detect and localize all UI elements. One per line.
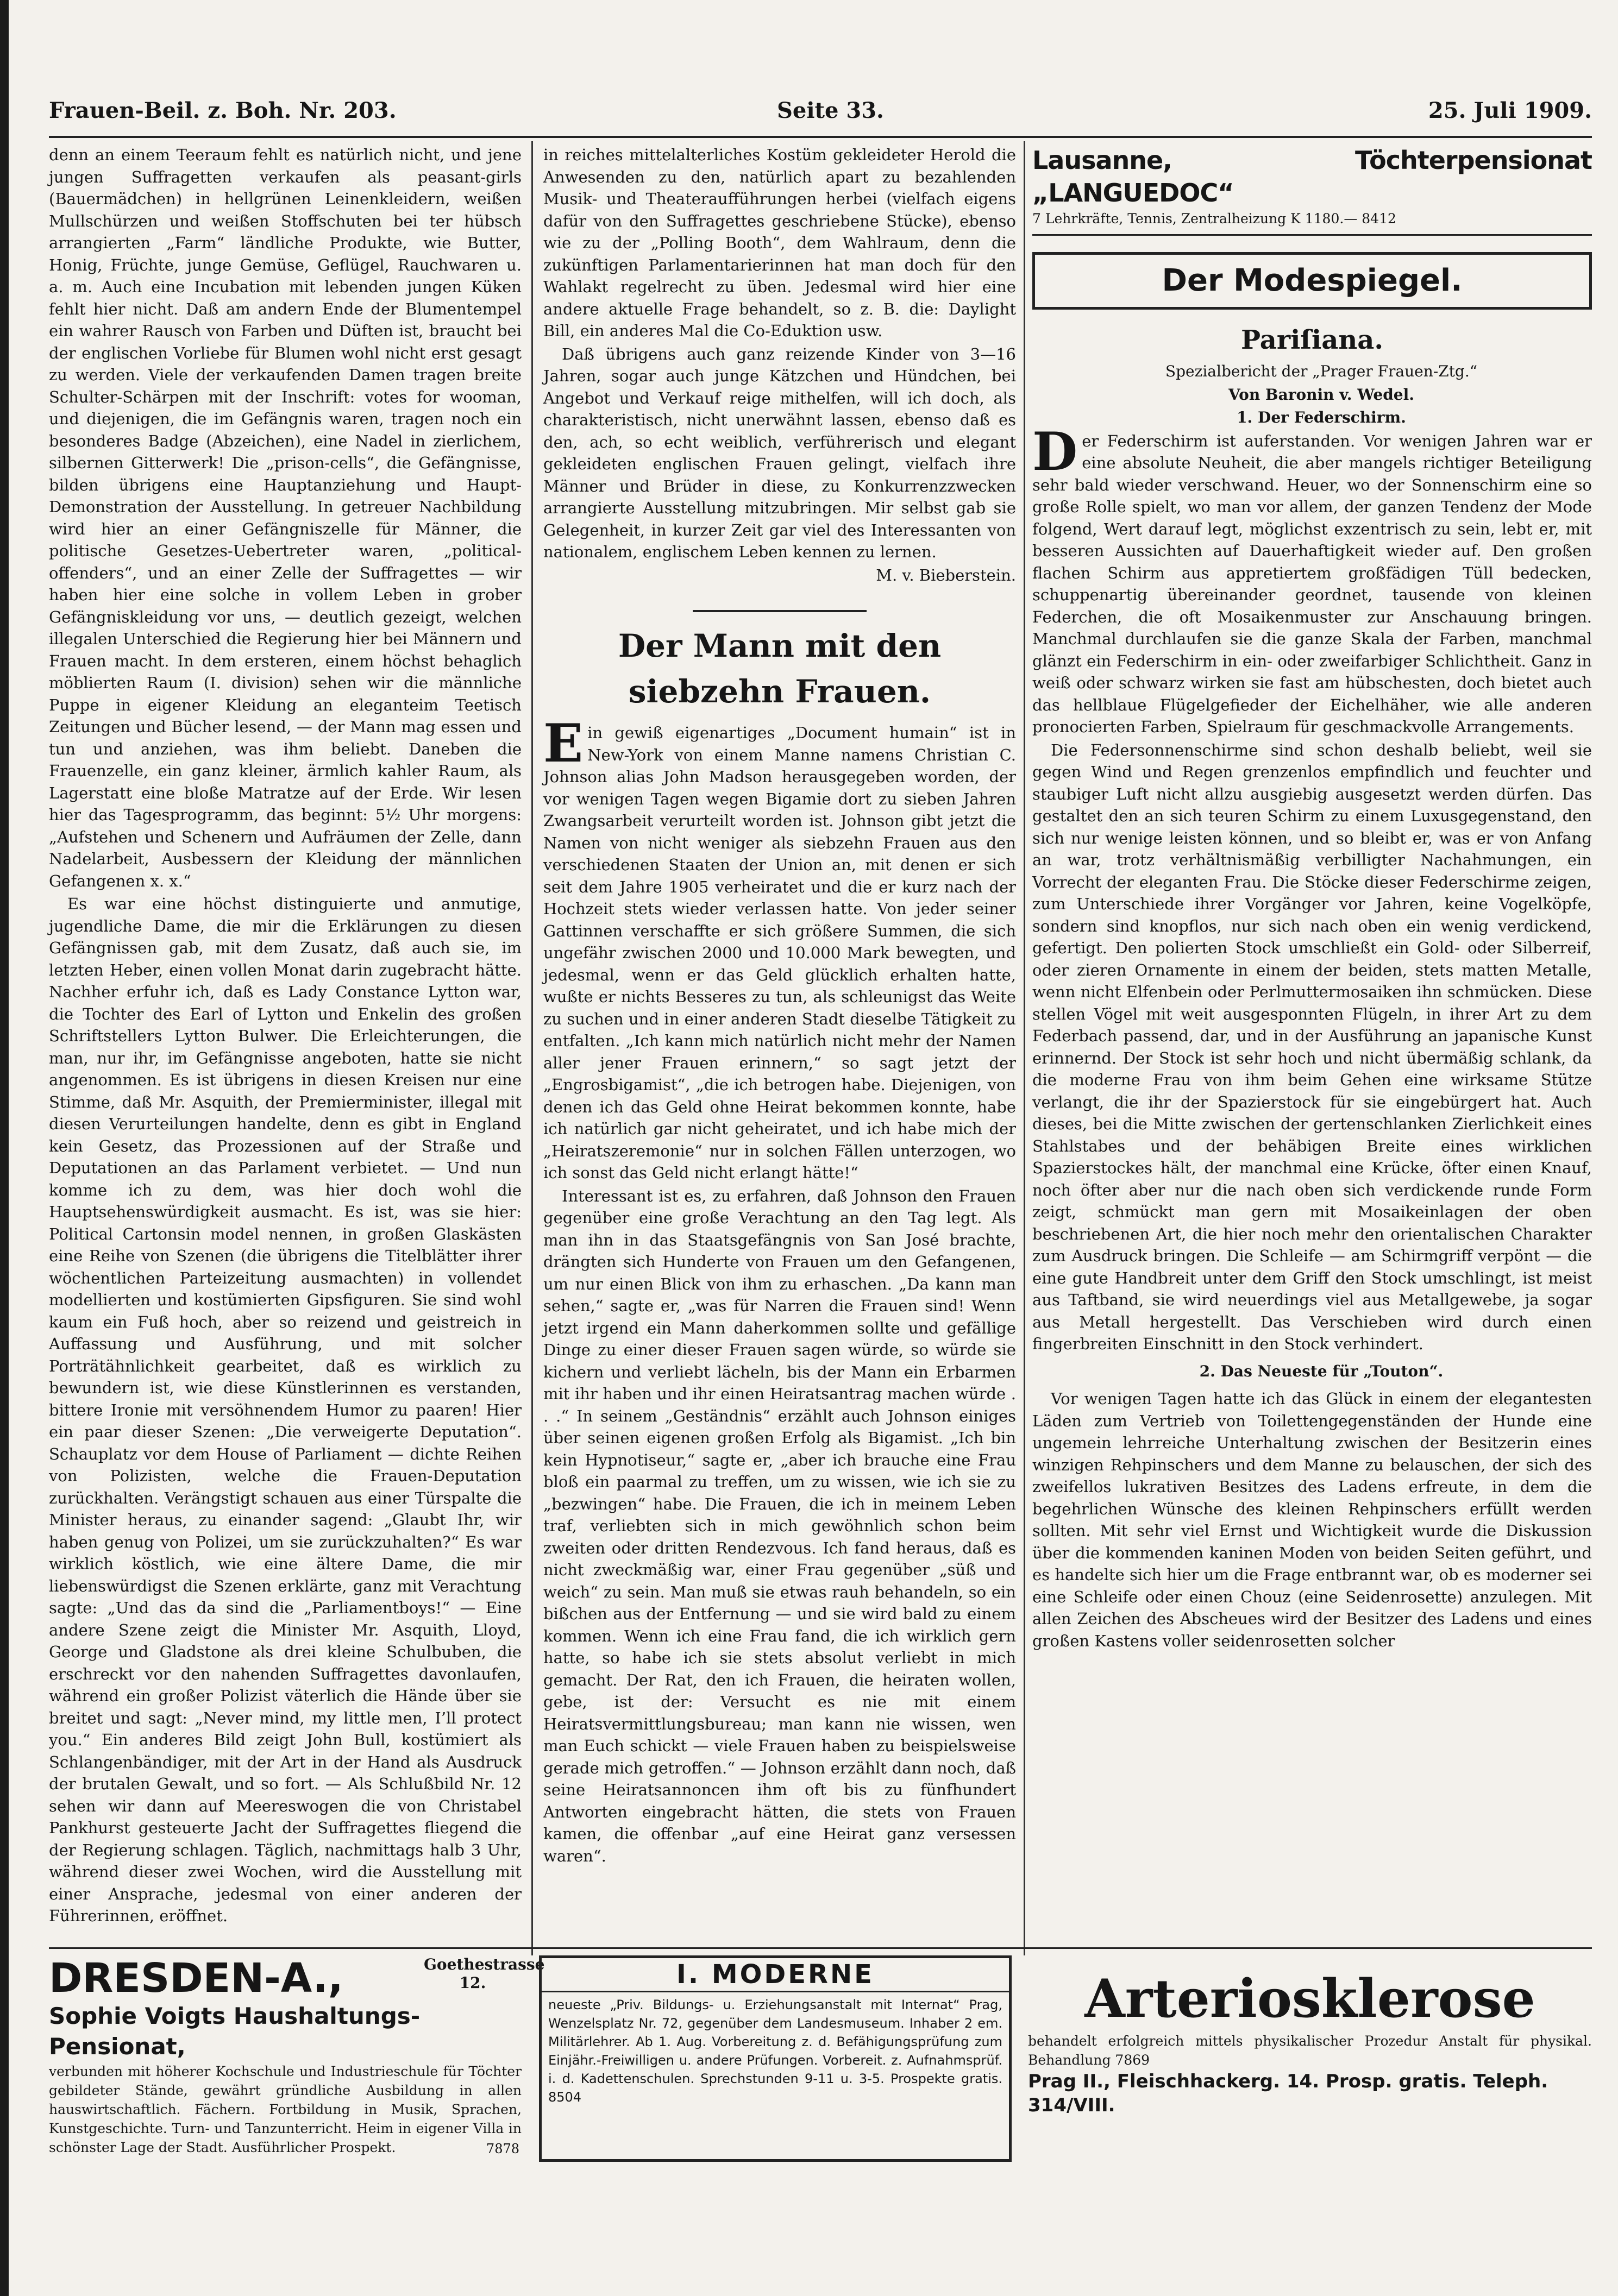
ad-moderne-title: I. MODERNE xyxy=(542,1958,1009,1992)
ad-arterio-body: behandelt erfolgreich mittels physikalischer Prozedur Anstalt für physikal. Behandlung 7869 xyxy=(1028,2033,1592,2068)
header-issue: Frauen-Beil. z. Boh. Nr. 203. xyxy=(49,98,397,123)
scan-edge-strip xyxy=(0,0,9,2296)
ad-arterio-title: Arteriosklerose xyxy=(1084,1968,1535,2029)
drop-cap: D xyxy=(1032,420,1078,482)
paragraph xyxy=(1032,420,1592,738)
author-signature: M. v. Bieberstein. xyxy=(876,565,1016,584)
column-2 xyxy=(543,144,1016,1893)
ad-dresden-address: Goethestrasse 12. xyxy=(424,1955,545,1992)
ad-moderne xyxy=(539,1955,1012,2162)
ad-dresden-number: 7878 xyxy=(486,2141,519,2156)
ad-lausanne-details: 7 Lehrkräfte, Tennis, Zentralheizung K 1180.— 8412 xyxy=(1032,211,1396,227)
paragraph xyxy=(543,713,1016,1184)
paragraph-text: in gewiß eigenartiges „Document humain“ ist in New-York von einem Manne namens Christian C. Johnson alias John Madson herausgegeben worden, der vor wenigen Tagen wegen Bigamie dort zu sieben Jahren Zwangsarbeit verurteilt worden ist. Johnson gibt jetzt die Namen von nicht weniger als siebzehn Frauen aus den verschiedenen Staaten der Union an, mit denen er sich seit dem Jahre 1905 verheiratet und die er kurz nach der Hochzeit stets wieder verlassen hatte. Von jeder seiner Gattinnen verschaffte er sich größere Summen, die sich ungefähr zwischen 2000 und 10.000 Mark bewegten, und jedesmal, wenn er das Geld glücklich erhalten hatte, wußte er nichts Besseres zu tun, als schleunigst das Weite zu suchen und in einer anderen Stadt dieselbe Tätigkeit zu entfalten. „Ich kann mich natürlich nicht mehr der Namen aller jener Frauen erinnern,“ so sagt jetzt der „Engrosbigamist“, „die ich betrogen habe. Diejenigen, von denen ich das Geld ohne Heirat bekommen konnte, habe ich natürlich gar nicht geheiratet, und ich habe mich der „Heiratszeremonie“ nur in solchen Fällen unterzogen, wo ich sonst das Geld nicht erlangt hätte!“ xyxy=(543,724,1016,1182)
paragraph: denn an einem Teeraum fehlt es natürlich nicht, und jene jungen Suffragetten verkaufen als peasant-girls (Bauermädchen) in hellgrünen Leinenkleidern, weißen Mullschürzen und weißen Stoffschuten bei ter hübsch arrangierten „Farm“ ländliche Produkte, wie Butter, Honig, Früchte, junge Gemüse, Geflügel, Rauchwaren u. a. m. Auch eine Incubation mit lebenden jungen Küken fehlt hier nicht. Daß am andern Ende der Blumentempel ein wahrer Rausch von Farben und Düften ist, braucht bei der englischen Vorliebe für Blumen wohl nicht erst gesagt zu werden. Viele der verkaufenden Damen tragen breite Schulter-Schärpen mit der Inschrift: votes for wooman, und diejenigen, die im Gefängnis waren, tragen noch ein besonderes Badge (Abzeichen), eine Nadel in zierlichem, silbernen Gitterwerk! Die „prison-cells“, die Gefängnisse, bilden übrigens eine Hauptanziehung und Haupt-Demonstration der Ausstellung. In getreuer Nachbildung wird hier an einer Gefängniszelle für Männer, die politische Gesetzes-Uebertreter waren, „political-offenders“, und an einer Zelle der Suffragettes — wir haben hier eine solche in vollem Leben in grober Gefängniskleidung vor uns, — deutlich gezeigt, welchen illegalen Unterschied die Regierung hier bei Männern und Frauen macht. In dem ersteren, einem höchst behaglich möblierten Raum (I. division) sehen wir die männliche Puppe in eigener Kleidung an eleganteim Teetisch Zeitungen und Bücher lesend, — der Mann mag essen und tun und anziehen, was ihm beliebt. Daneben die Frauenzelle, ein ganz kleiner, ärmlich kahler Raum, als Lagerstatt eine bloße Matratze auf der Erde. Wir lesen hier das Tagesprogramm, das beginnt: 5½ Uhr morgens: „Aufstehen und Schenern und Aufräumen der Zelle, dann Nadelarbeit, Ausbessern der Kleidung der männlichen Gefangenen x. x.“ xyxy=(49,146,522,890)
header-rule xyxy=(49,136,1592,138)
column-rule xyxy=(531,141,533,1955)
paragraph: in reiches mittelalterliches Kostüm gekleideter Herold die Anwesenden zu den, natürlich apart zu bezahlenden Musik- und Theateraufführungen herbei (vielfach eigens dafür von den Suffragettes geschriebene Stücke), ebenso wie zu der „Polling Booth“, dem Wahlraum, denn die zukünftigen Parlamentarierinnen hat man doch für den Wahlakt regelrecht zu üben. Jedesmal wird hier eine andere aktuelle Frage behandelt, so z. B. die: Daylight Bill, ein anderes Mal die Co-Eduktion usw. xyxy=(543,146,1016,340)
header-page-number: Seite 33. xyxy=(777,98,884,123)
ad-dresden-body: verbunden mit höherer Kochschule und Industrieschule für Töchter gebildeter Stände, gewährt gründliche Ausbildung in allen hauswirtschaftlich. Fächern. Fortbildung in Musik, Sprachen, Kunstgeschichte. Turn- und Tanzunterricht. Heim in eigener Villa in schönster Lage der Stadt. Ausführlicher Prospekt. xyxy=(49,2064,522,2155)
paragraph: Interessant ist es, zu erfahren, daß Johnson den Frauen gegenüber eine große Verachtung an den Tag legt. Als man ihn in das Staatsgefängnis von San José brachte, drängten sich Hunderte von Frauen um den Gefangenen, um nur einen Blick von ihm zu erhaschen. „Da kann man sehen,“ sagte er, „was für Narren die Frauen sind! Wenn jetzt irgend ein Mann daherkommen sollte und gefällige Dinge zu einer dieser Frauen sagen würde, so würde sie kichern und verliebt lächeln, bis der Mann ein Erbarmen mit ihr haben und ihr einen Heiratsantrag machen würde . . .“ In seinem „Geständnis“ erzählt auch Johnson einiges über seinen eigenen großen Erfolg als Bigamist. „Ich bin kein Hypnotiseur,“ sagte er, „aber ich brauche eine Frau bloß ein paarmal zu treffen, um zu wissen, wie ich sie zu „bezwingen“ habe. Die Frauen, die ich in meinem Leben traf, verliebten sich in mich gewöhnlich schon beim zweiten oder dritten Rendezvous. Ich fand heraus, daß es nicht zweckmäßig war, einer Frau gegenüber „süß und weich“ zu sein. Man muß sie etwas rauh behandeln, so ein bißchen aus der Entfernung — und sie wird bald zu einem kommen. Wenn ich eine Frau fand, die ich wirklich gern hatte, so habe ich sie stets absolut verliebt in mich gemacht. Der Rat, den ich Frauen, die heiraten wollen, gebe, ist der: Versucht es nie mit einem Heiratsvermittlungsbureau; man kann nie wissen, wen man Euch schickt — viele Frauen haben zu beispielsweise gerade mich getroffen.“ — Johnson erzählt dann noch, daß seine Heiratsannoncen ihm oft bis zu fünfhundert Antworten eingebracht hätten, die stets von Frauen kamen, die offenbar „auf eine Heirat ganz versessen waren“. xyxy=(543,1186,1016,1865)
article-title: Der Mann mit den siebzehn Frauen. xyxy=(618,627,942,710)
author-line: Von Baronin v. Wedel. xyxy=(1228,385,1414,404)
ads-rule xyxy=(49,1947,1592,1949)
column-1 xyxy=(49,144,522,1942)
subheading: 2. Das Neueste für „Touton“. xyxy=(1199,1362,1444,1380)
special-report-line: Spezialbericht der „Prager Frauen-Ztg.“ xyxy=(1165,362,1478,380)
paragraph-text: er Federschirm ist auferstanden. Vor wenigen Jahren war er eine absolute Neuheit, die aber mangels richtiger Beteiligung sehr bald wieder verschwand. Heuer, wo der Sonnenschirm eine so große Rolle spielt, wo man vor allem, der ganzen Tendenz der Mode folgend, Wert darauf legt, möglichst exzentrisch zu sein, lebt er, mit besseren Aussichten auf Dauerhaftigkeit wieder auf. Den großen flachen Schirm aus appretiertem großfädigen Tüll bedecken, schuppenartig übereinander geordnet, tausende von kleinen Federchen, die oft Mosaikenmuster zur Anschauung bringen. Manchmal durchlaufen sie die ganze Skala der Farben, manchmal glänzt ein Federschirm in ein- oder zweifarbiger Schlichtheit. Ganz in weiß oder schwarz wirken sie fast am hübschesten, doch bietet auch das hellblaue Flügelgefieder der Eichelhäher, wie alle anderen pronocierten Farben, Spielraum für geschmackvolle Arrangements. xyxy=(1032,431,1592,736)
ad-dresden-name: Sophie Voigts Haushaltungs-Pensionat, xyxy=(49,2003,421,2060)
paragraph: Daß übrigens auch ganz reizende Kinder von 3—16 Jahren, sogar auch junge Kätzchen und Hündchen, bei Angebot und Verkauf reige mithelfen, will ich doch, als charakteristisch, nicht unerwähnt lassen, ebenso daß es den, ach, so echt weiblich, verführerisch und elegant gekleideten englischen Frauen gelingt, vielfach ihre Männer und Brüder in diese, zu Konkurrenzzwecken arrangierte Ausstellung mitzubringen. Mir selbst gab sie Gelegenheit, in kurzer Zeit gar viel des Interessanten von nationalem, englischem Leben kennen zu lernen. xyxy=(543,344,1016,561)
paragraph: Es war eine höchst distinguierte und anmutige, jugendliche Dame, die mir die Erklärungen zu diesen Gefängnissen gab, mit dem Zusatz, daß auch sie, im letzten Heber, einen vollen Monat darin zugebracht hätte. Nachher erfuhr ich, daß es Lady Constance Lytton war, die Tochter des Earl of Lytton und Enkelin des großen Schriftstellers Lytton Bulwer. Die Erleichterungen, die man, nur ihr, im Gefängnisse angeboten, hatte sie nicht angenommen. Es ist übrigens in diesen Kreisen nur eine Stimme, daß Mr. Asquith, der Premierminister, illegal mit diesen Verurteilungen handelte, denn es gibt in England kein Gesetz, das Prozessionen auf der Straße und Deputationen an das Parlament verbietet. — Und nun komme ich zu dem, was hier doch wohl die Hauptsehenswürdigkeit ausmacht. Es ist, was sie hier: Political Cartonsin model nennen, in großen Glaskästen eine Reihe von Szenen (die übrigens die Titelblätter ihrer wöchentlichen Parteizeitung ausmachten) in vollendet modellierten und kostümierten Gipsfiguren. Sie sind wohl kaum ein Fuß hoch, aber so reizend und geistreich in Auffassung und Ausführung, und mit solcher Porträtähnlichkeit gearbeitet, daß es wirklich zu bewundern ist, wie diese Künstlerinnen es verstanden, bittere Ironie mit versöhnendem Humor zu paaren! Hier ein paar dieser Szenen: „Die verweigerte Deputation“. Schauplatz vor dem House of Parliament — dichte Reihen von Polizisten, welche die Frauen-Deputation zurückhalten. Verängstigt schauen aus einer Türspalte die Minister heraus, zu einander sagend: „Glaubt Ihr, wir haben genug von Polizei, um sie zurückzuhalten?“ Es war wirklich köstlich, wie eine ältere Dame, die mir liebenswürdigst die Szenen erklärte, ganz mit Verachtung sagte: „Und das da sind die „Parliamentboys!“ — Eine andere Szene zeigt die Minister Mr. Asquith, Lloyd, George und Gladstone als drei kleine Schulbuben, die erschreckt vor den nahenden Suffragettes davonlaufen, während ein großer Polizist väterlich die Hände über sie breitet und sagt: „Never mind, my little men, I’ll protect you.“ Ein anderes Bild zeigt John Bull, kostümiert als Schlangenbändiger, mit der Art in der Hand als Ausdruck der brutalen Gewalt, und so fort. — Als Schlußbild Nr. 12 sehen wir dann auf Meereswogen die von Christabel Pankhurst gesteuerte Jacht der Suffragettes fliegend die der Regierung schlagen. Täglich, nachmittags halb 3 Uhr, während dieser zwei Wochen, wird die Ausstellung mit einer Ansprache, jedesmal von einer anderen der Führerinnen, eröffnet. xyxy=(49,895,522,1925)
section-title: Pariſiana. xyxy=(1240,325,1384,355)
ad-moderne-body: neueste „Priv. Bildungs- u. Erziehungsanstalt mit Internat“ Prag, Wenzelsplatz Nr. 72, gegenüber dem Landesmuseum. Inhaber 2 em. Militärlehrer. Ab 1. Aug. Vorbereitung z. d. Befähigungsprüfung zum Einjähr.-Freiwilligen u. andere Prüfungen. Vorbereit. z. Aufnahmsprüf. i. d. Kadettenschulen. Sprechstunden 9-11 u. 3-5. Prospekte gratis. 8504 xyxy=(548,1997,1002,2105)
ad-arterio-address: Prag II., Fleischhackerg. 14. Prosp. gratis. Teleph. 314/VIII. xyxy=(1028,2071,1548,2116)
paragraph: Die Federsonnenschirme sind schon deshalb beliebt, weil sie gegen Wind und Regen grenzenlos empfindlich und feuchter und staubiger Luft nicht allzu ausgiebig ausgesetzt werden dürfen. Das gestaltet den an sich teuren Schirm zu einem Luxusgegenstand, den sich nur wenige leisten können, und so bleibt er, was er von Anfang an war, trotz verhältnismäßig verbilligter Nachahmungen, ein Vorrecht der eleganten Frau. Die Stöcke dieser Federschirme zeigen, zum Unterschiede ihrer Vorgänger vor Jahren, keine Vogelköpfe, sondern sind knopflos, nur sich nach oben ein wenig verdickend, gefertigt. Den polierten Stock umschließt ein Gold- oder Silberreif, oder zieren Ornamente in einem der beiden, stets matten Metalle, wenn nicht Elfenbein oder Perlmuttermosaiken ihn schmücken. Diese stellen Vögel mit weit ausgesponnten Flügeln, in ihrer Art zu dem Federbach passend, dar, und in der Ausführung an japanische Kunst erinnernd. Der Stock ist sehr hoch und nicht übermäßig schlank, da die moderne Frau von ihm beim Gehen eine wirksame Stütze verlangt, die ihr der Spazierstock für sie eingebürgert hat. Auch dieses, bei die Mitte zwischen der gertenschlanken Zierlichkeit eines Stahlstabes und der behäbigen Breite eines wirklichen Spazierstockes hält, der manchmal eine Krücke, öfter einen Knauf, noch öfter aber nur die nach oben sich verdickende runde Form zeigt, schmückt man gern mit Mosaikeinlagen der oben beschriebenen Art, die hier noch mehr den orientalischen Charakter zum Ausdruck bringen. Die Schleife — am Schirmgriff verpönt — die eine gute Handbreit unter dem Griff den Stock umschlingt, ist meist aus Taftband, sie wird neuerdings viel aus Metallgewebe, ja sogar aus Metall hergestellt. Das Verschieben wird durch einen fingerbreiten Einschnitt in den Stock verhindert. xyxy=(1032,740,1592,1353)
column-rule xyxy=(1024,141,1025,1955)
paragraph: Vor wenigen Tagen hatte ich das Glück in einem der elegantesten Läden zum Vertrieb von Toilettengegenständen der Hunde eine ungemein lehrreiche Unterhaltung zwischen der Besitzerin eines winzigen Rehpinschers und dem Manne zu belauschen, der sich des zweifellos lukrativen Besitzes des Ladens erfreute, in dem die begehrlichen Wünsche des kleinen Rehpinschers erfüllt werden sollten. Mit sehr viel Ernst und Wichtigkeit wurde die Diskussion über die kommenden kaninen Moden von beiden Seiten geführt, und es handelte sich hier um die Frage entbrannt war, ob es moderner sei eine Schleife oder einen Chouz (eine Seidenrosette) anzulegen. Mit allen Zeichen des Abscheues wird der Besitzer des Ladens und eines großen Kastens voller seidenrosetten solcher xyxy=(1032,1389,1592,1650)
ad-arteriosklerose xyxy=(1028,1955,1592,2162)
divider xyxy=(693,610,867,612)
ad-dresden-city: DRESDEN-A., xyxy=(49,1955,343,2002)
drop-cap: E xyxy=(543,713,584,774)
section-box-modespiegel: Der Modespiegel. xyxy=(1032,252,1592,310)
ad-dresden xyxy=(49,1955,545,2162)
ad-lausanne-name: Lausanne, Töchterpensionat „LANGUEDOC“ xyxy=(1032,146,1592,207)
header-date: 25. Juli 1909. xyxy=(1428,98,1592,123)
page-header xyxy=(49,98,1592,130)
ad-lausanne xyxy=(1032,144,1592,236)
column-3 xyxy=(1032,144,1592,1936)
subheading: 1. Der Federschirm. xyxy=(1237,408,1406,426)
